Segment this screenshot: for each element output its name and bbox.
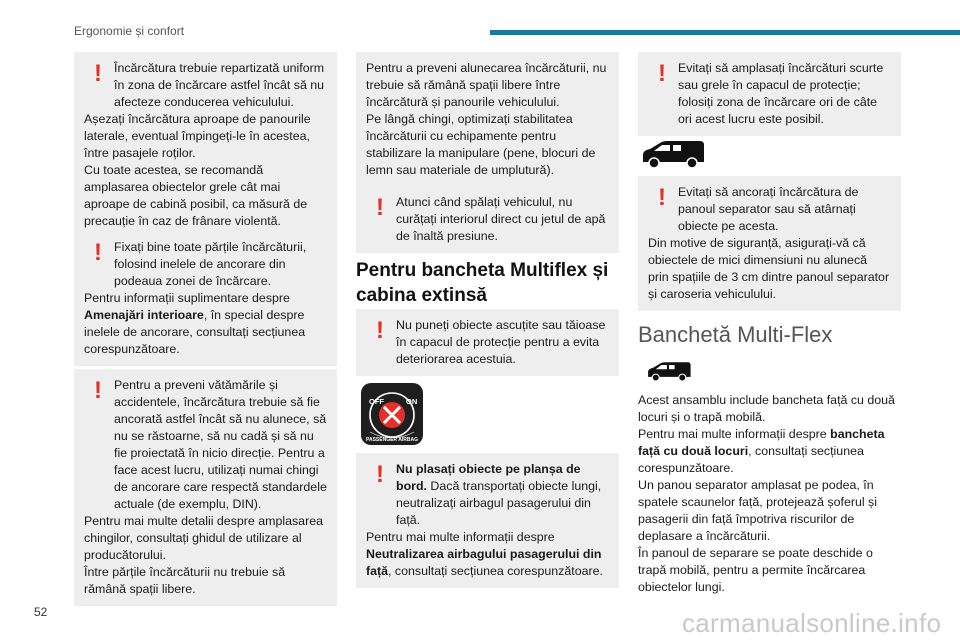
warning-box-load-distribution (74, 52, 337, 238)
van-icon (646, 360, 692, 384)
airbag-caption: PASSENGER AIRBAG (366, 437, 418, 443)
warning-icon: ! (94, 377, 102, 404)
header-accent-bar (490, 30, 960, 35)
section-heading-multi-flex-bench: Banchetă Multi-Flex (638, 322, 833, 347)
warning-box-straps (74, 369, 337, 606)
warning-box-no-gaps (356, 52, 619, 187)
airbag-off-label: OFF (369, 397, 384, 406)
watermark: carmanualsonline.info (682, 608, 942, 638)
warning-first-line: ! Încărcătura trebuie repartizată uniform în zona de încărcare astfel încât să nu afecteze conducerea vehiculului. (94, 60, 325, 109)
warning-first-line: ! Nu plasați obiecte pe planșa de bord. Dacă transportați obiecte lungi, neutralizați airbagul pasagerului din față. (376, 461, 602, 527)
warning-icon: ! (376, 461, 384, 488)
warning-first-line: ! Nu puneți obiecte ascuțite sau tăioase în capacul de protecție pentru a evita deteriorarea acestuia. (376, 317, 606, 366)
paragraph: Pe lângă chingi, optimizați stabilitatea încărcăturii cu echipamente pentru stabilizare la manipulare (pene, blocuri de lemn sau materiale de umplutură). (366, 112, 596, 177)
warning-box-dashboard (356, 453, 619, 588)
warning-icon: ! (376, 317, 384, 344)
warning-icon: ! (94, 60, 102, 87)
warning-box-anchor-rings (74, 231, 337, 366)
paragraph: Pentru mai multe informații despre Neutralizarea airbagului pasagerului din față, consultați secțiunea corespunzătoare. (366, 530, 603, 578)
warning-icon: ! (376, 194, 384, 221)
section-title: Ergonomie și confort (74, 24, 185, 38)
page-number: 52 (34, 605, 48, 619)
paragraph: Așezați încărcătura aproape de panourile laterale, eventual împingeți-le în acestea, între pasajele roților. (84, 112, 311, 160)
warning-box-sharp-objects (356, 309, 619, 376)
paragraph: Pentru informații suplimentare despre Amenajări interioare, în special despre inelele de ancorare, consultați secțiunea corespunzătoare. (84, 291, 306, 356)
warning-first-line: ! Evitați să amplasați încărcături scurte sau grele în capacul de protecție; folosiți zona de încărcare ori de câte ori acest lucru este posibil. (658, 60, 884, 126)
paragraph: Acest ansamblu include bancheta față cu două locuri și o trapă mobilă. (638, 393, 895, 424)
warning-icon: ! (94, 239, 102, 266)
multi-flex-description (638, 392, 904, 596)
warning-box-washing (356, 186, 619, 253)
paragraph: Între părțile încărcăturii nu trebuie să rămână spații libere. (84, 565, 286, 596)
paragraph: Un panou separator amplasat pe podea, în spatele scaunelor față, protejează șoferul și pasagerii din față împotriva riscurilor de deplasare a încărcăturii. (638, 478, 878, 543)
warning-first-line: ! Fixați bine toate părțile încărcăturii, folosind inelele de ancorare din podeaua zonei de încărcare. (94, 239, 307, 288)
warning-box-separator-panel (638, 176, 901, 311)
van-icon (640, 140, 706, 170)
passenger-airbag-off-icon (360, 382, 424, 446)
paragraph: Pentru mai multe detalii despre amplasarea chingilor, consultați ghidul de utilizare al producătorului. (84, 514, 323, 562)
warning-icon: ! (658, 60, 666, 87)
section-heading-multiflex: Pentru bancheta Multiflex și cabina extinsă (356, 260, 609, 306)
paragraph: Pentru a preveni alunecarea încărcăturii, nu trebuie să rămână spații libere între încărcătură și panourile vehiculului. (366, 61, 607, 109)
warning-first-line: ! Atunci când spălați vehiculul, nu curățați interiorul direct cu jetul de apă de înaltă presiune. (376, 194, 606, 243)
paragraph: Cu toate acestea, se recomandă amplasarea obiectelor grele cât mai aproape de cabină posibil, ca măsură de precauție în caz de frânare violentă. (84, 163, 308, 228)
paragraph: Din motive de siguranță, asigurați-vă că obiectele de mici dimensiuni nu alunecă prin spațiile de 3 cm dintre panoul separator și caroseria vehiculului. (648, 236, 890, 301)
paragraph: În panoul de separare se poate deschide o trapă mobilă, pentru a permite încărcarea obiectelor lungi. (638, 546, 873, 594)
warning-box-protective-cover (638, 52, 901, 136)
paragraph: Pentru mai multe informații despre bancheta față cu două locuri, consultați secțiunea corespunzătoare. (638, 427, 885, 475)
warning-icon: ! (658, 184, 666, 211)
airbag-on-label: ON (406, 397, 418, 406)
warning-first-line: ! Pentru a preveni vătămările și accidentele, încărcătura trebuie să fie ancorată astfel încât să nu alunece, să nu se răstoarne, să nu cadă și să nu fie proiectată în nicio direcție. Pentru a face acest lucru, utilizați numai chingi de ancorare care respectă standardele actuale (de exemplu, DIN). (94, 377, 327, 511)
warning-first-line: ! Evitați să ancorați încărcătura de panoul separator sau să atârnați obiecte pe acesta. (658, 184, 859, 233)
